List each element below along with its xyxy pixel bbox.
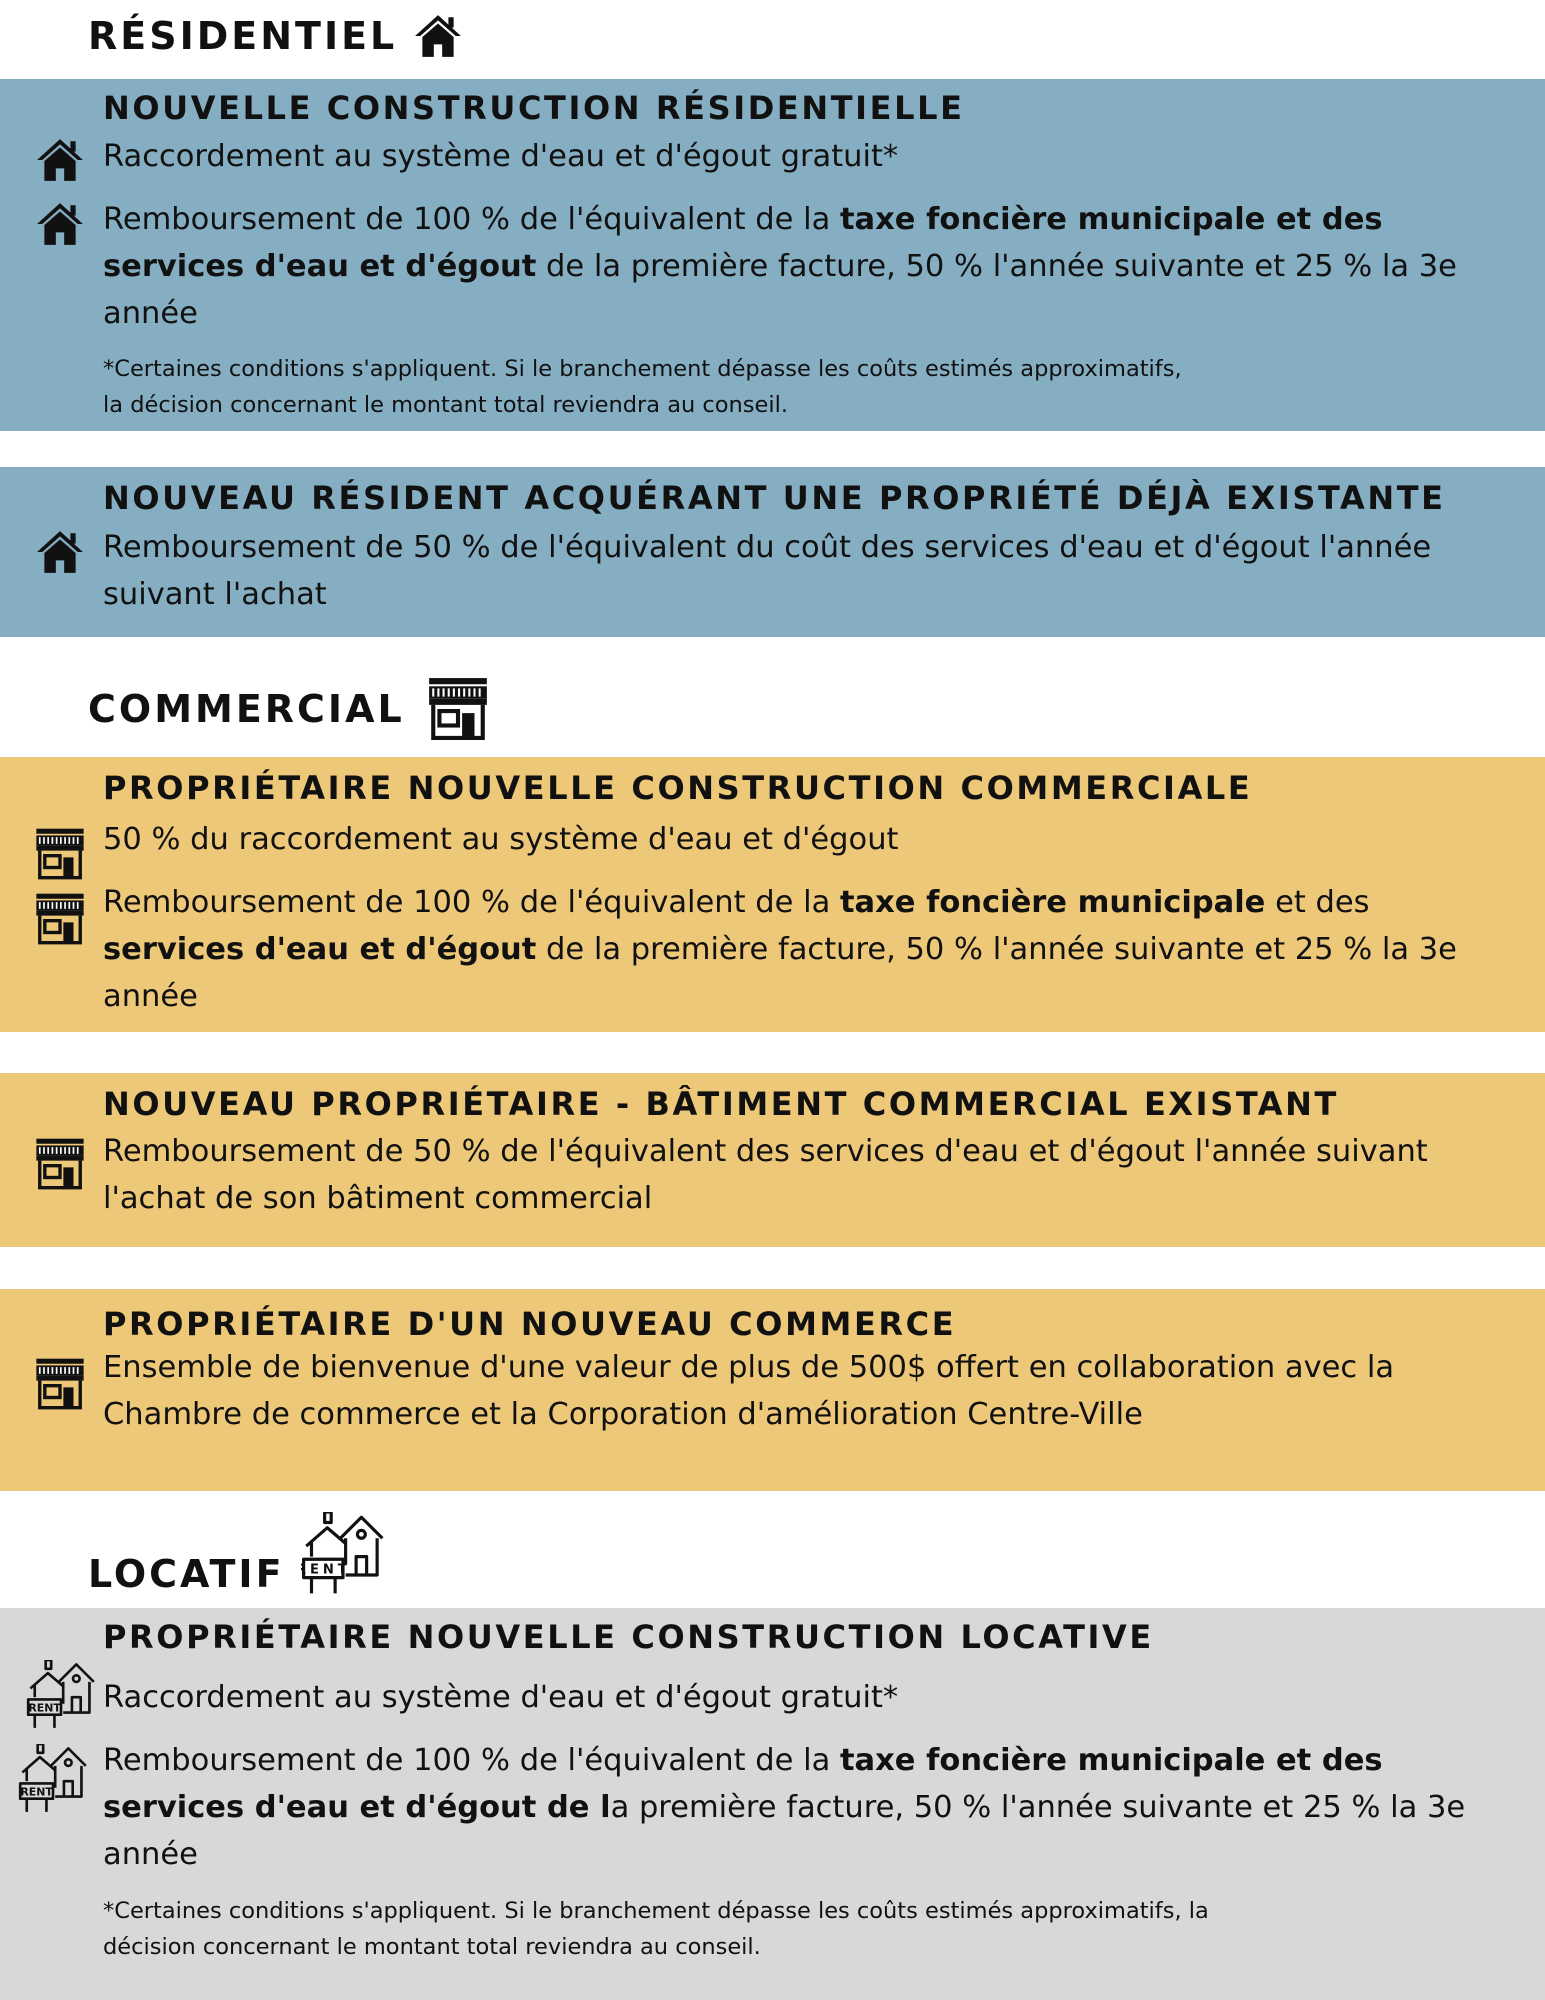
section-title-locatif: LOCATIF (88, 1552, 285, 1596)
house-icon (34, 135, 86, 185)
benefit-text: 50 % du raccordement au système d'eau et d'égout (103, 822, 899, 857)
house-icon (34, 527, 86, 577)
section-heading-commercial (88, 676, 495, 742)
card-nouvelle-construction-residentielle (0, 79, 1545, 431)
storefront-icon (34, 827, 86, 881)
card-nouvelle-construction-commerciale (0, 757, 1545, 1032)
benefit-text: Remboursement de 50 % de l'équivalent des services d'eau et d'égout l'année suivant l'achat de son bâtiment commercial (103, 1134, 1428, 1216)
card-title: NOUVELLE CONSTRUCTION RÉSIDENTIELLE (103, 89, 965, 127)
storefront-icon (34, 1357, 86, 1411)
section-title-residentiel: RÉSIDENTIEL (88, 14, 398, 58)
section-heading-residentiel (88, 10, 463, 62)
rent-house-icon (18, 1744, 88, 1814)
card-title: PROPRIÉTAIRE D'UN NOUVEAU COMMERCE (103, 1305, 957, 1343)
benefit-text: Remboursement de 100 % de l'équivalent de la taxe foncière municipale et des services d'eau et d'égout de la première facture, 50 % l'année suivante et 25 % la 3e année (103, 885, 1457, 1014)
benefit-text: Remboursement de 50 % de l'équivalent du coût des services d'eau et d'égout l'année suivant l'achat (103, 530, 1432, 612)
rent-house-icon (26, 1660, 96, 1730)
card-title: PROPRIÉTAIRE NOUVELLE CONSTRUCTION LOCATIVE (103, 1618, 1154, 1656)
house-icon (34, 199, 86, 249)
benefit-text: Raccordement au système d'eau et d'égout gratuit* (103, 1680, 899, 1715)
section-title-commercial: COMMERCIAL (88, 687, 405, 731)
rent-house-icon (301, 1512, 385, 1596)
house-icon (413, 10, 463, 62)
card-nouvelle-construction-locative (0, 1608, 1545, 2000)
benefit-text: Remboursement de 100 % de l'équivalent de la taxe foncière municipale et des services d'eau et d'égout de la première facture, 50 % l'année suivante et 25 % la 3e année (103, 1743, 1466, 1872)
card-nouveau-proprietaire-commercial (0, 1073, 1545, 1247)
section-heading-locatif (88, 1512, 385, 1596)
conditions-note: *Certaines conditions s'appliquent. Si le branchement dépasse les coûts estimés approximatifs, la décision concernant le montant total reviendra au conseil. (103, 356, 1182, 418)
card-title: NOUVEAU RÉSIDENT ACQUÉRANT UNE PROPRIÉTÉ DÉJÀ EXISTANTE (103, 479, 1446, 517)
storefront-icon (34, 1137, 86, 1191)
benefit-text: Ensemble de bienvenue d'une valeur de plus de 500$ offert en collaboration avec la Chambre de commerce et la Corporation d'amélioration Centre-Ville (103, 1350, 1395, 1432)
benefit-text: Remboursement de 100 % de l'équivalent de la taxe foncière municipale et des services d'eau et d'égout de la première facture, 50 % l'année suivante et 25 % la 3e année (103, 202, 1457, 331)
card-title: PROPRIÉTAIRE NOUVELLE CONSTRUCTION COMMERCIALE (103, 769, 1253, 807)
benefit-text: Raccordement au système d'eau et d'égout gratuit* (103, 139, 899, 174)
storefront-icon (421, 676, 495, 742)
storefront-icon (34, 892, 86, 946)
conditions-note: *Certaines conditions s'appliquent. Si le branchement dépasse les coûts estimés approximatifs, la décision concernant le montant total reviendra au conseil. (103, 1898, 1209, 1960)
card-nouveau-resident (0, 467, 1545, 637)
card-nouveau-commerce (0, 1289, 1545, 1491)
card-title: NOUVEAU PROPRIÉTAIRE - BÂTIMENT COMMERCIAL EXISTANT (103, 1085, 1339, 1123)
